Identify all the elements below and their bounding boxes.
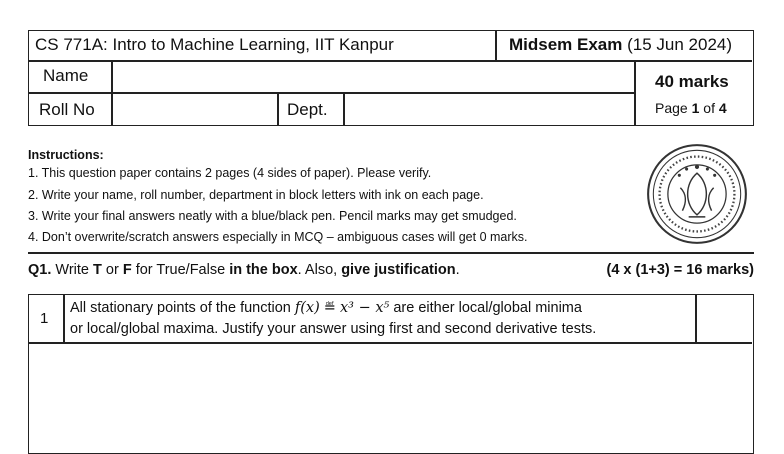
instruction-3: 3. Write your final answers neatly with a blue/black pen. Pencil marks may get smudged. <box>28 209 517 223</box>
question-text-line-1: All stationary points of the function f(x) ≝ x³ − x⁵ are either local/global minima <box>70 300 582 316</box>
question-text-line-2: or local/global maxima. Justify your answer using first and second derivative tests. <box>70 321 597 337</box>
exam-date: (15 Jun 2024) <box>627 35 733 54</box>
dept-label: Dept. <box>287 100 328 119</box>
defined-as-symbol: ≝ <box>323 300 336 316</box>
function-symbol: f(x) <box>294 300 320 316</box>
header-table <box>28 30 754 126</box>
instructions-title: Instructions: <box>28 148 104 162</box>
item-number: 1 <box>40 310 49 327</box>
total-marks: 40 marks <box>655 72 729 91</box>
roll-label: Roll No <box>39 100 95 119</box>
question-box <box>28 294 754 454</box>
iit-kanpur-seal-icon <box>645 142 749 246</box>
name-label: Name <box>43 66 89 85</box>
exam-name: Midsem Exam <box>509 35 623 54</box>
instruction-4: 4. Don’t overwrite/scratch answers especially in MCQ – ambiguous cases will get 0 marks. <box>28 230 528 244</box>
dept-field[interactable] <box>345 94 633 124</box>
header-col-divider-marks <box>634 60 636 125</box>
justification-area[interactable] <box>29 344 752 452</box>
course-title: CS 771A: Intro to Machine Learning, IIT Kanpur <box>35 35 394 54</box>
header-col-divider-dept-label <box>277 92 279 125</box>
section-divider <box>28 252 754 254</box>
instruction-1: 1. This question paper contains 2 pages (4 sides of paper). Please verify. <box>28 166 432 180</box>
question-marks: (4 x (1+3) = 16 marks) <box>606 262 754 278</box>
instruction-2: 2. Write your name, roll number, department in block letters with ink on each page. <box>28 188 484 202</box>
page-current: 1 <box>691 100 700 116</box>
true-false-answer-box[interactable] <box>697 295 752 342</box>
exam-title <box>509 35 732 55</box>
name-field[interactable] <box>113 61 633 91</box>
page-total: 4 <box>718 100 727 116</box>
roll-field[interactable] <box>113 94 276 124</box>
function-expression: x³ − x⁵ <box>339 300 390 316</box>
question-number-divider <box>63 295 65 343</box>
question-number: Q1. <box>28 262 52 278</box>
page-indicator: Page 1 of 4 <box>655 100 727 116</box>
header-col-divider-exam <box>495 31 497 60</box>
question-heading: Q1. Write T or F for True/False in the box. Also, give justification. <box>28 262 460 278</box>
